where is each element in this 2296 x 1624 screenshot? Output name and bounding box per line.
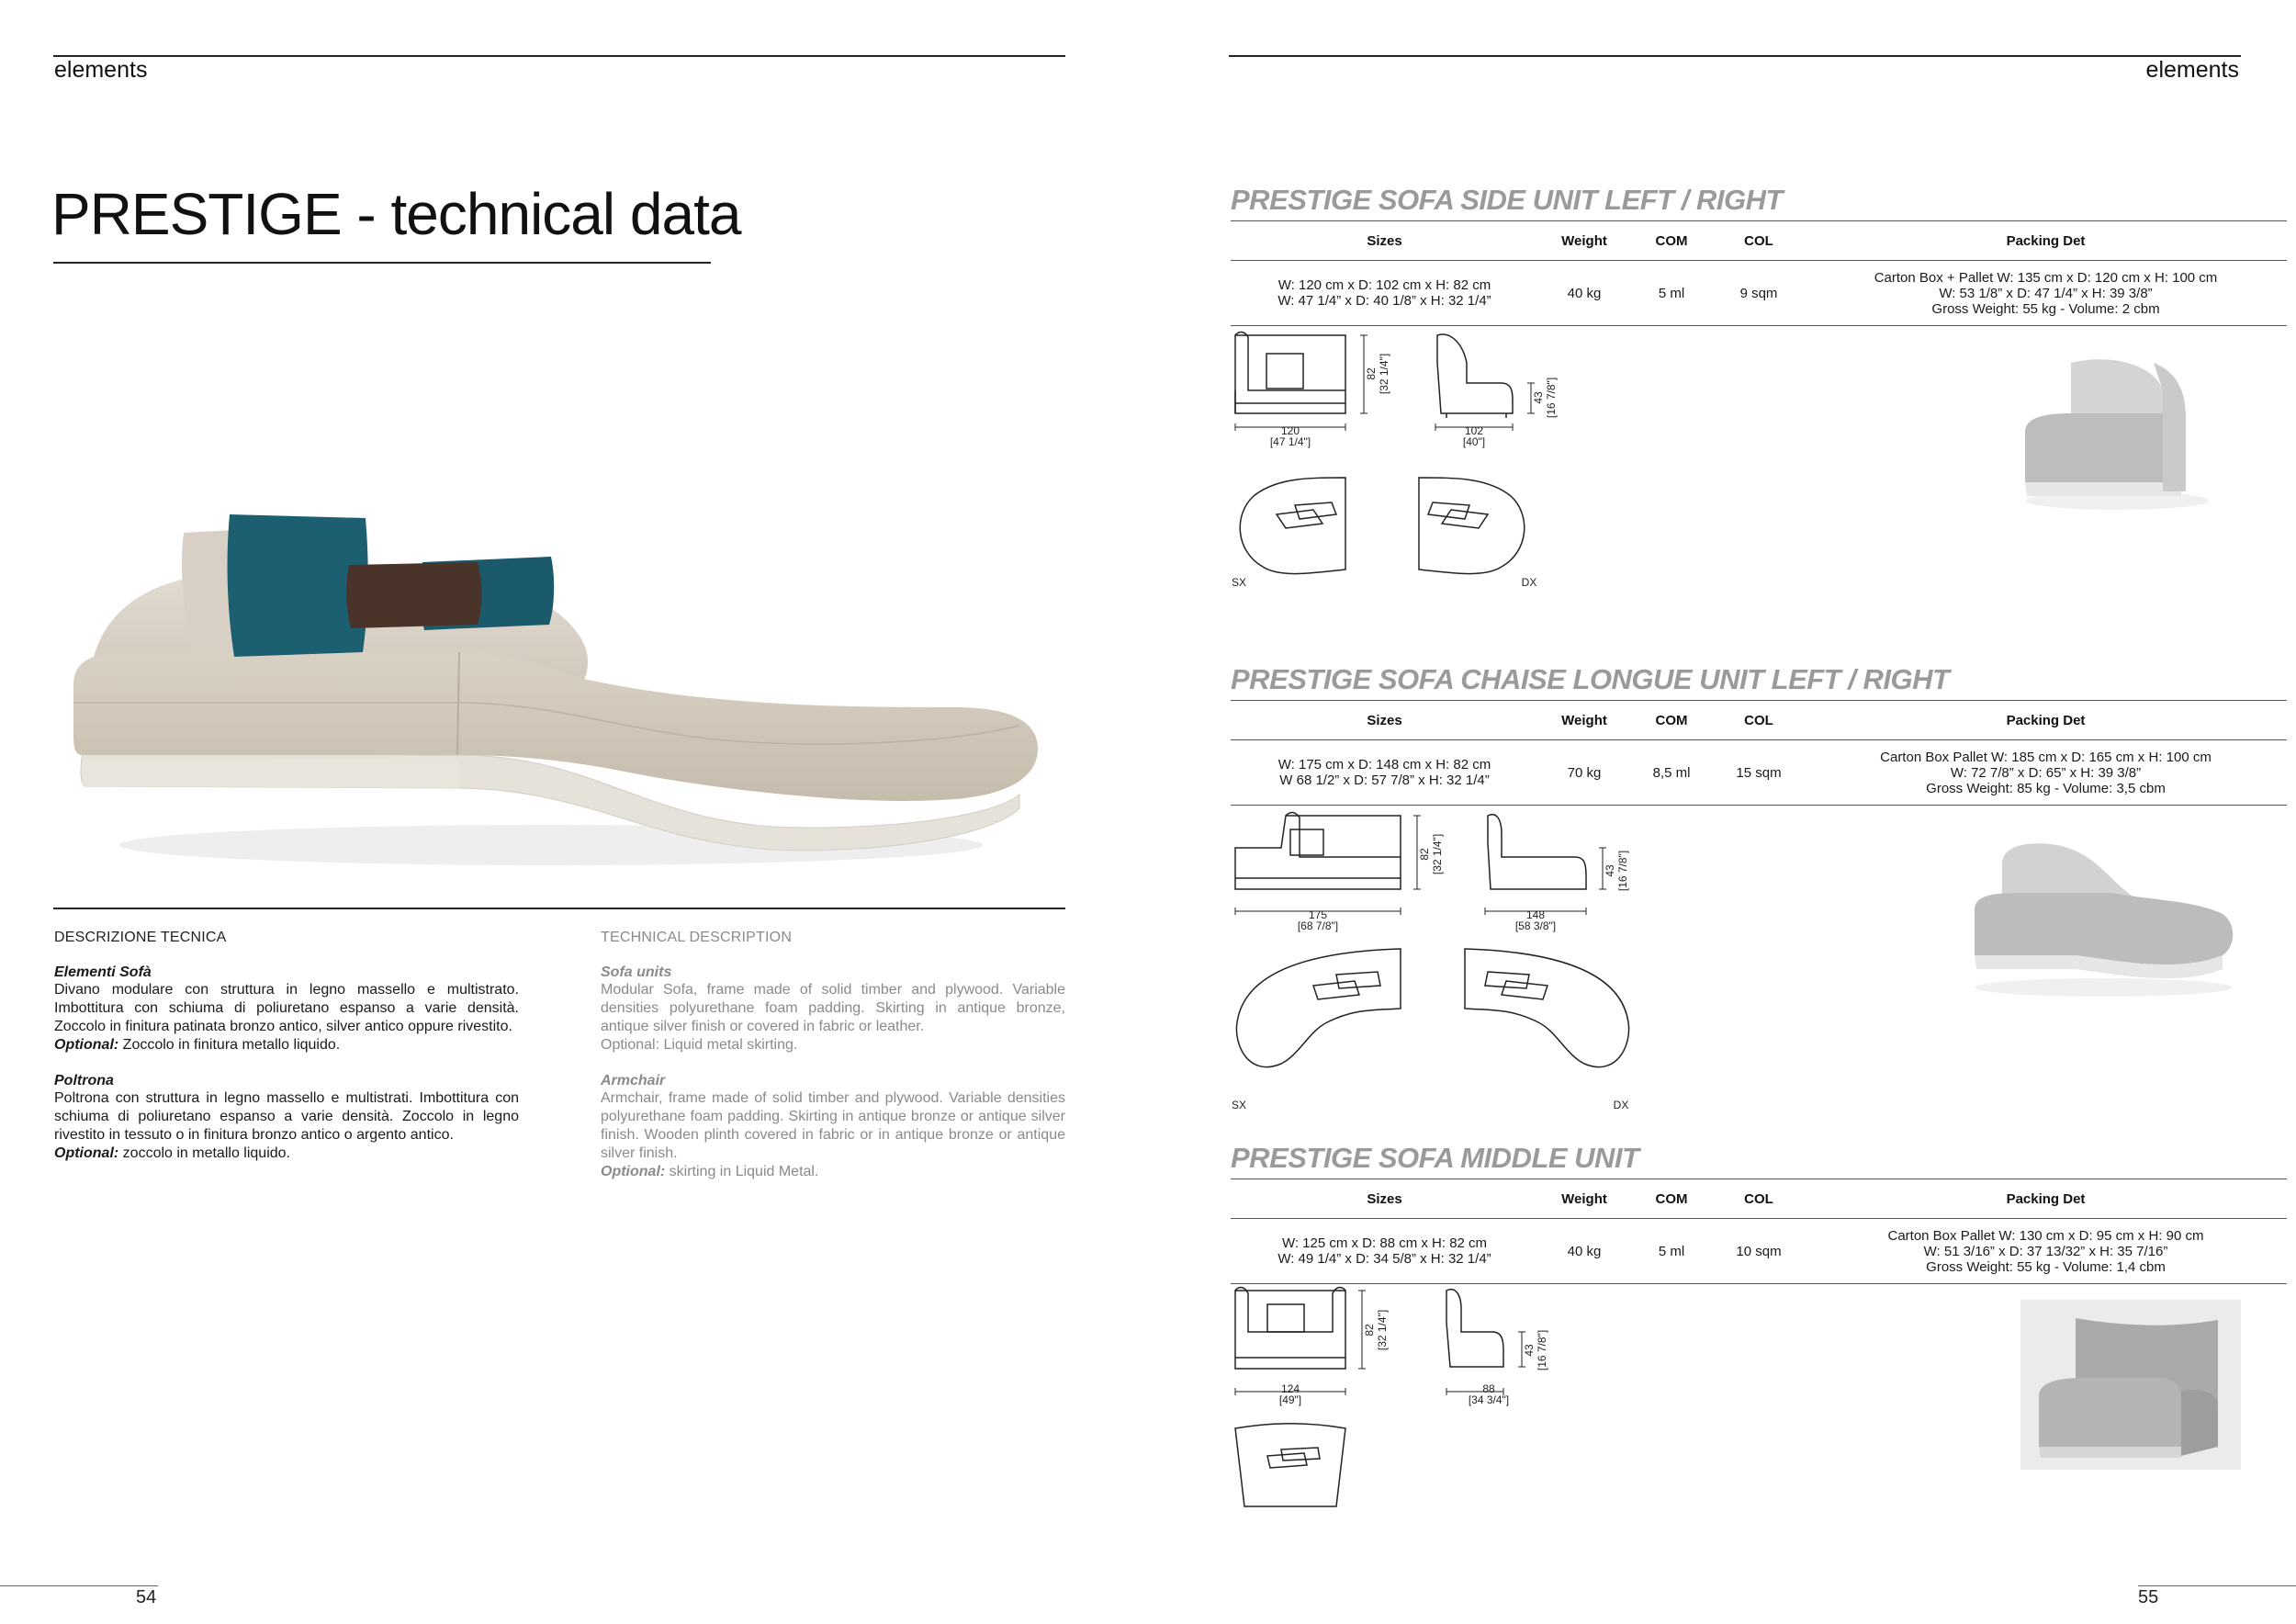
svg-text:DX: DX: [1613, 1099, 1629, 1111]
footer-rule-right: [2138, 1585, 2296, 1586]
title-underline: [53, 262, 711, 264]
italian-sofa-title: Elementi Sofà: [54, 964, 152, 980]
svg-text:SX: SX: [1231, 1099, 1247, 1111]
col-com: COM: [1630, 221, 1713, 261]
english-sofa-title: Sofa units: [601, 964, 672, 980]
side-unit-render: [2016, 354, 2236, 528]
brand-label-left: elements: [54, 57, 148, 83]
dim-seat-in: [16 7/8"]: [1545, 377, 1558, 419]
footer-rule-left: [0, 1585, 158, 1586]
svg-text:124: 124: [1280, 1382, 1300, 1395]
english-sofa-text: Modular Sofa, frame made of solid timber and plywood. Variable densities polyurethane foam padding. Skirting in antique bronze, antique silver finish or covered in fabric or leather.: [601, 982, 1065, 1034]
header-rule-left: [53, 55, 1065, 57]
svg-text:82: 82: [1363, 1324, 1376, 1336]
dim-depth: 102: [1464, 424, 1484, 437]
svg-text:[32 1/4"]: [32 1/4"]: [1376, 1309, 1389, 1351]
col-col: COL: [1713, 221, 1805, 261]
header-rule-right: [1229, 55, 2241, 57]
spec-table-middle-unit: Sizes Weight COM COL Packing Det W: 125 cm x D: 88 cm x H: 82 cm W: 49 1/4” x D: 34 5/8” x H: 32 1/4” 40 kg 5 ml 10 sqm Carton Box Pallet W: 130 cm x D: 95 cm x H: 90 cm W: 51 3/16” x D: 37 13/32” x H: 35 7/16” Gross Weight: 55 kg - Volume: 1,4 cbm: [1231, 1179, 2287, 1284]
description-rule: [53, 908, 1065, 909]
svg-text:[16 7/8"]: [16 7/8"]: [1616, 850, 1629, 892]
side-unit-drawings: [1226, 326, 1593, 602]
label-dx: DX: [1521, 576, 1537, 589]
svg-text:[49"]: [49"]: [1278, 1393, 1302, 1406]
middle-unit-drawings: [1226, 1286, 1593, 1516]
svg-text:43: 43: [1523, 1344, 1536, 1357]
page-number-right: 55: [2138, 1587, 2159, 1607]
chaise-longue-render: [1965, 836, 2241, 1010]
english-description: [601, 930, 1065, 1181]
english-armchair-optional: Optional: skirting in Liquid Metal.: [601, 1164, 819, 1179]
table-row: W: 125 cm x D: 88 cm x H: 82 cm W: 49 1/4” x D: 34 5/8” x H: 32 1/4” 40 kg 5 ml 10 sqm Carton Box Pallet W: 130 cm x D: 95 cm x H: 90 cm W: 51 3/16” x D: 37 13/32” x H: 35 7/16” Gross Weight: 55 kg - Volume: 1,4 cbm: [1231, 1219, 2287, 1284]
label-sx: SX: [1231, 576, 1247, 589]
col-weight: Weight: [1538, 221, 1630, 261]
page-number-left: 54: [136, 1587, 157, 1607]
spec-table-chaise-longue: Sizes Weight COM COL Packing Det W: 175 cm x D: 148 cm x H: 82 cm W 68 1/2” x D: 57 7/8” x H: 32 1/4” 70 kg 8,5 ml 15 sqm Carton Box Pallet W: 185 cm x D: 165 cm x H: 100 cm W: 72 7/8” x D: 65” x H: 39 3/8” Gross Weight: 85 kg - Volume: 3,5 cbm: [1231, 700, 2287, 806]
svg-text:[32 1/4"]: [32 1/4"]: [1431, 833, 1444, 875]
english-armchair-text: Armchair, frame made of solid timber and plywood. Variable densities polyurethane foam padding. Skirting in antique bronze or antique silver finish. Wooden plinth covered in fabric or in antique bronze or antique silver finish.: [601, 1090, 1065, 1161]
svg-text:[58 3/8"]: [58 3/8"]: [1514, 919, 1557, 932]
chaise-longue-drawings: [1226, 806, 1667, 1119]
spec-table-side-unit: [1231, 220, 2287, 326]
brand-label-right: elements: [2145, 57, 2239, 83]
svg-text:175: 175: [1308, 908, 1328, 921]
dim-width: 120: [1280, 424, 1300, 437]
english-heading: TECHNICAL DESCRIPTION: [601, 930, 793, 945]
english-sofa-optional: Optional: Liquid metal skirting.: [601, 1037, 798, 1053]
italian-sofa-text: Divano modulare con struttura in legno massello e multistrato. Imbottitura con schiuma di poliuretano espanso a varie densità. Zoccolo in finitura patinata bronzo antico, silver antico oppure rivestito.: [54, 982, 519, 1034]
italian-description: [54, 930, 519, 1163]
section-title-middle-unit: PRESTIGE SOFA MIDDLE UNIT: [1231, 1142, 1639, 1174]
table-row: W: 120 cm x D: 102 cm x H: 82 cm W: 47 1/4” x D: 40 1/8” x H: 32 1/4” 40 kg 5 ml 9 sqm Carton Box + Pallet W: 135 cm x D: 120 cm x H: 100 cm W: 53 1/8” x D: 47 1/4” x H: 39 3/8” Gross Weight: 55 kg - Volume: 2 cbm: [1231, 261, 2287, 326]
dim-depth-in: [40"]: [1462, 435, 1486, 448]
svg-text:[34 3/4"]: [34 3/4"]: [1468, 1393, 1510, 1406]
dim-height: 82: [1365, 367, 1378, 380]
svg-text:43: 43: [1604, 864, 1616, 877]
page-title: PRESTIGE - technical data: [51, 181, 741, 247]
italian-heading: DESCRIZIONE TECNICA: [54, 930, 227, 945]
svg-text:82: 82: [1418, 848, 1431, 861]
dim-seat: 43: [1532, 391, 1545, 404]
section-title-side-unit: PRESTIGE SOFA SIDE UNIT LEFT / RIGHT: [1231, 184, 1783, 216]
dim-height-in: [32 1/4"]: [1378, 353, 1390, 395]
middle-unit-render: [2020, 1300, 2241, 1470]
col-sizes: Sizes: [1231, 221, 1538, 261]
dim-width-in: [47 1/4"]: [1269, 435, 1311, 448]
section-title-chaise-longue: PRESTIGE SOFA CHAISE LONGUE UNIT LEFT / RIGHT: [1231, 663, 1950, 695]
italian-armchair-title: Poltrona: [54, 1073, 114, 1088]
sofa-product-image: [73, 514, 1047, 882]
col-packing: Packing Det: [1805, 221, 2287, 261]
svg-text:[68 7/8"]: [68 7/8"]: [1297, 919, 1339, 932]
table-row: W: 175 cm x D: 148 cm x H: 82 cm W 68 1/2” x D: 57 7/8” x H: 32 1/4” 70 kg 8,5 ml 15 sqm Carton Box Pallet W: 185 cm x D: 165 cm x H: 100 cm W: 72 7/8” x D: 65” x H: 39 3/8” Gross Weight: 85 kg - Volume: 3,5 cbm: [1231, 740, 2287, 806]
svg-text:[16 7/8"]: [16 7/8"]: [1536, 1329, 1548, 1371]
italian-sofa-optional: Optional: Zoccolo in finitura metallo liquido.: [54, 1037, 341, 1053]
english-armchair-title: Armchair: [601, 1073, 666, 1088]
italian-armchair-optional: Optional: zoccolo in metallo liquido.: [54, 1145, 290, 1161]
svg-text:148: 148: [1525, 908, 1546, 921]
svg-text:88: 88: [1482, 1382, 1495, 1395]
italian-armchair-text: Poltrona con struttura in legno massello e multistrati. Imbottitura con schiuma di poliuretano espanso a varie densità. Zoccolo in legno rivestito in tessuto o in finitura bronzo antico o argento antico.: [54, 1090, 519, 1143]
